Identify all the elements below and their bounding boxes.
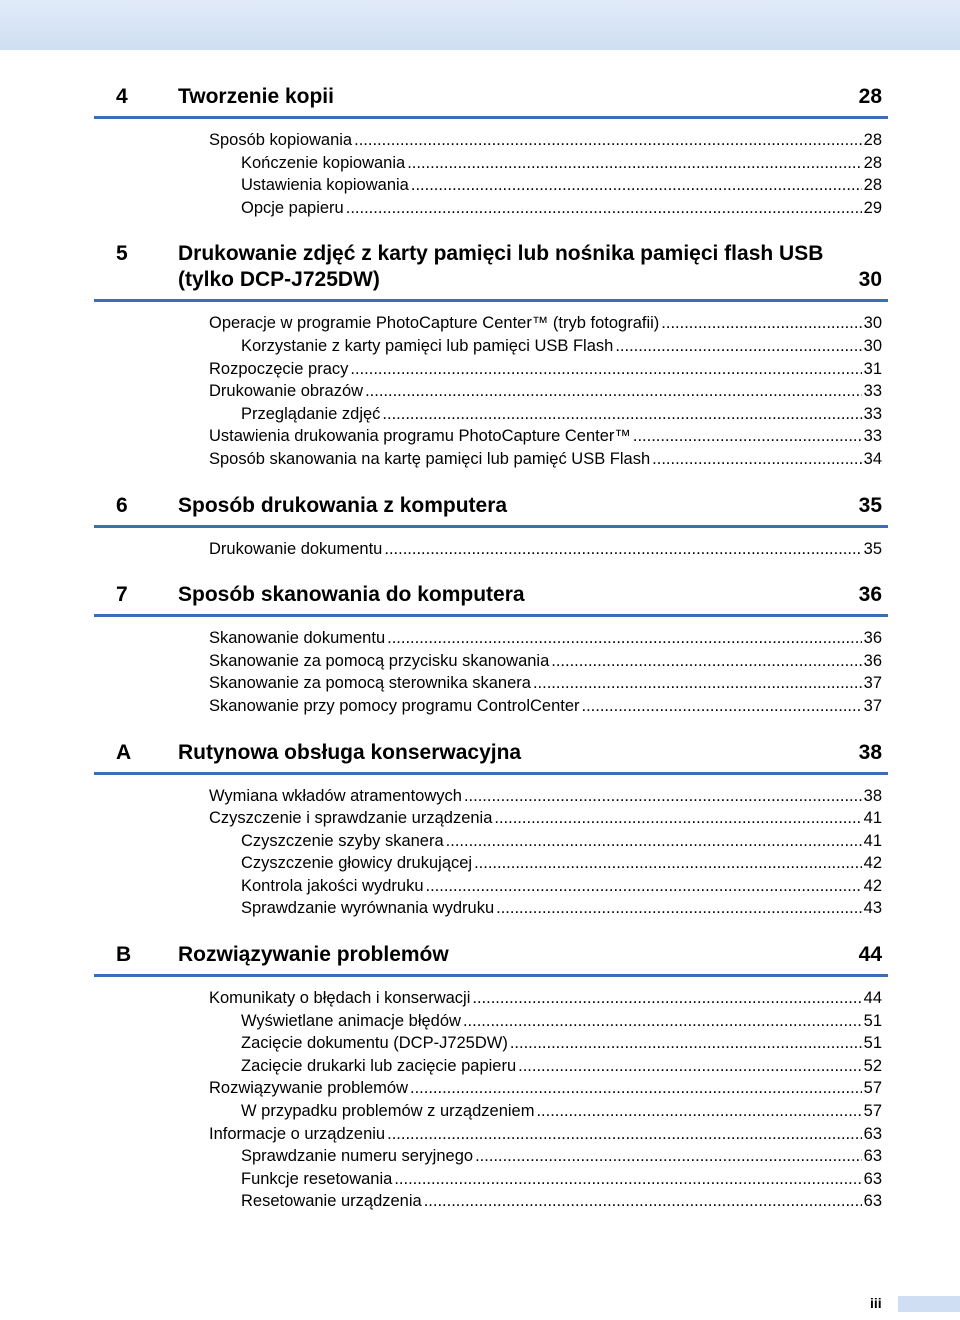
toc-entry-label: Kontrola jakości wydruku — [241, 876, 424, 895]
dot-leader — [615, 335, 861, 358]
chapter-number: A — [116, 740, 132, 764]
chapter-heading[interactable] — [94, 241, 888, 302]
toc-entry-label: Kończenie kopiowania — [241, 153, 406, 172]
toc-entry-label: Sposób kopiowania — [209, 131, 353, 149]
toc-entry-page: 63 — [863, 1147, 882, 1166]
dot-leader — [551, 650, 861, 673]
dot-leader — [533, 672, 862, 695]
toc-entry[interactable] — [94, 448, 888, 471]
toc-entry-page: 31 — [863, 359, 882, 378]
chapter-page-number: 44 — [858, 943, 882, 967]
toc-entry-label: Sprawdzanie wyrównania wydruku — [241, 899, 495, 918]
toc-entry-label: Skanowanie za pomocą sterownika skanera — [209, 674, 531, 693]
chapter-section — [94, 493, 888, 561]
dot-leader — [394, 1168, 861, 1191]
dot-leader — [582, 695, 862, 718]
toc-entry-page: 30 — [863, 314, 882, 333]
toc-entry-page: 52 — [863, 1056, 882, 1075]
dot-leader — [510, 1032, 862, 1055]
toc-entry[interactable] — [94, 1190, 888, 1213]
toc-entry-page: 28 — [863, 176, 882, 195]
toc-entry[interactable] — [94, 695, 888, 718]
dot-leader — [411, 174, 862, 197]
dot-leader — [518, 1055, 862, 1078]
dot-leader — [384, 538, 861, 561]
toc-entry-page: 42 — [863, 854, 882, 873]
toc-entry-page: 63 — [863, 1169, 882, 1188]
dot-leader — [350, 358, 861, 381]
chapter-title: Tworzenie kopii — [178, 85, 334, 108]
toc-entry-label: Rozpoczęcie pracy — [209, 359, 349, 378]
toc-entry[interactable] — [94, 1145, 888, 1168]
toc-entry-label: Wyświetlane animacje błędów — [241, 1011, 461, 1030]
toc-entry[interactable] — [94, 785, 888, 808]
toc-entry-page: 37 — [863, 696, 882, 715]
toc-entry-page: 42 — [863, 876, 882, 895]
toc-entry[interactable] — [94, 312, 888, 335]
dot-leader — [496, 897, 862, 920]
toc-entry-label: Opcje papieru — [241, 198, 344, 217]
toc-entry[interactable] — [94, 1055, 888, 1078]
toc-entry-page: 33 — [863, 404, 882, 423]
chapter-page-number: 35 — [858, 493, 882, 517]
toc-entry-page: 30 — [863, 336, 882, 355]
dot-leader — [410, 1077, 862, 1100]
dot-leader — [387, 1123, 862, 1146]
toc-entry[interactable] — [94, 897, 888, 920]
toc-entry[interactable] — [94, 1100, 888, 1123]
chapter-heading[interactable] — [94, 740, 888, 775]
dot-leader — [426, 875, 862, 898]
toc-entry[interactable] — [94, 1032, 888, 1055]
toc-entry-page: 43 — [863, 899, 882, 918]
toc-entry-label: Ustawienia drukowania programu PhotoCapture Center™ — [209, 427, 631, 446]
dot-leader — [472, 987, 861, 1010]
dot-leader — [464, 785, 862, 808]
toc-entry-page: 33 — [863, 427, 882, 446]
chapter-section — [94, 84, 888, 219]
toc-entry-label: Czyszczenie szyby skanera — [241, 831, 444, 850]
toc-entry-label: Funkcje resetowania — [241, 1169, 393, 1188]
toc-entry-label: Zacięcie drukarki lub zacięcie papieru — [241, 1056, 517, 1075]
toc-entry-label: Skanowanie dokumentu — [209, 629, 386, 648]
toc-entry[interactable] — [94, 650, 888, 673]
toc-entry[interactable] — [94, 1168, 888, 1191]
toc-entry[interactable] — [94, 1010, 888, 1033]
table-of-contents — [94, 84, 888, 1235]
toc-entry[interactable] — [94, 425, 888, 448]
toc-entry-page: 37 — [863, 674, 882, 693]
chapter-heading[interactable] — [94, 84, 888, 119]
dot-leader — [652, 448, 861, 471]
toc-entry[interactable] — [94, 174, 888, 197]
dot-leader — [463, 1010, 862, 1033]
toc-entry-label: Ustawienia kopiowania — [241, 176, 409, 195]
chapter-heading[interactable] — [94, 942, 888, 977]
toc-entry-label: Przeglądanie zdjęć — [241, 404, 381, 423]
chapter-heading[interactable] — [94, 493, 888, 528]
toc-entry-page: 41 — [863, 809, 882, 828]
toc-entry-page: 57 — [863, 1079, 882, 1098]
dot-leader — [346, 197, 862, 220]
toc-entry-page: 36 — [863, 651, 882, 670]
chapter-title: Sposób skanowania do komputera — [178, 583, 525, 607]
toc-entry-label: W przypadku problemów z urządzeniem — [241, 1102, 535, 1121]
toc-entry[interactable] — [94, 152, 888, 175]
toc-entry[interactable] — [94, 627, 888, 650]
toc-entry-label: Korzystanie z karty pamięci lub pamięci USB Flash — [241, 336, 614, 355]
chapter-number: 5 — [116, 242, 128, 266]
toc-entry[interactable] — [94, 335, 888, 358]
toc-entry[interactable] — [94, 830, 888, 853]
toc-entry-page: 34 — [863, 449, 882, 468]
dot-leader — [446, 830, 862, 853]
toc-entry-label: Czyszczenie i sprawdzanie urządzenia — [209, 809, 493, 828]
toc-entry-label: Drukowanie dokumentu — [209, 539, 383, 558]
toc-entry[interactable] — [94, 875, 888, 898]
chapter-title: Rozwiązywanie problemów — [178, 943, 449, 967]
toc-entry[interactable] — [94, 987, 888, 1010]
toc-entry-label: Drukowanie obrazów — [209, 382, 364, 401]
dot-leader — [407, 152, 861, 175]
toc-entry-page: 63 — [863, 1192, 882, 1211]
chapter-number: B — [116, 943, 132, 967]
toc-entry-page: 63 — [863, 1124, 882, 1143]
dot-leader — [387, 627, 862, 650]
toc-entry-page: 51 — [863, 1011, 882, 1030]
toc-entry-page: 57 — [863, 1102, 882, 1121]
toc-entry-label: Skanowanie za pomocą przycisku skanowania — [209, 651, 550, 670]
dot-leader — [475, 1145, 862, 1168]
toc-entry-page: 36 — [863, 629, 882, 648]
toc-entry[interactable] — [94, 807, 888, 830]
toc-entry-label: Resetowanie urządzenia — [241, 1192, 422, 1211]
toc-entry-label: Rozwiązywanie problemów — [209, 1079, 408, 1098]
toc-entry-label: Sposób skanowania na kartę pamięci lub pamięć USB Flash — [209, 449, 651, 468]
dot-leader — [494, 807, 861, 830]
toc-entry-label: Skanowanie przy pomocy programu ControlCenter — [209, 696, 580, 715]
chapter-heading[interactable] — [94, 582, 888, 617]
toc-entry-page: 28 — [863, 153, 882, 172]
dot-leader — [633, 425, 862, 448]
toc-entry[interactable] — [94, 538, 888, 561]
dot-leader — [365, 380, 862, 403]
toc-entry[interactable] — [94, 129, 888, 152]
chapter-title: Drukowanie zdjęć z karty pamięci lub nośnika pamięci flash USB (tylko DCP-J725DW) — [178, 242, 824, 292]
toc-entry-label: Komunikaty o błędach i konserwacji — [209, 989, 471, 1008]
toc-entry[interactable] — [94, 1077, 888, 1100]
toc-entry[interactable] — [94, 380, 888, 403]
toc-entry-page: 38 — [863, 786, 882, 805]
chapter-page-number: 30 — [858, 268, 882, 292]
dot-leader — [424, 1190, 862, 1213]
toc-entry-page: 35 — [863, 539, 882, 558]
chapter-number: 7 — [116, 583, 128, 607]
toc-entry[interactable] — [94, 197, 888, 220]
toc-entry-label: Sprawdzanie numeru seryjnego — [241, 1147, 474, 1166]
dot-leader — [474, 852, 862, 875]
toc-entry-page: 29 — [863, 198, 882, 217]
dot-leader — [661, 312, 861, 335]
dot-leader — [536, 1100, 861, 1123]
toc-entry-label: Wymiana wkładów atramentowych — [209, 786, 462, 805]
toc-entry[interactable] — [94, 403, 888, 426]
toc-entry[interactable] — [94, 852, 888, 875]
toc-entry-page: 44 — [863, 989, 882, 1008]
chapter-number: 4 — [116, 85, 128, 108]
toc-entry-label: Informacje o urządzeniu — [209, 1124, 386, 1143]
toc-entry-label: Zacięcie dokumentu (DCP-J725DW) — [241, 1034, 508, 1053]
toc-entry-page: 51 — [863, 1034, 882, 1053]
chapter-page-number: 28 — [858, 85, 882, 108]
chapter-section — [94, 241, 888, 470]
chapter-title: Sposób drukowania z komputera — [178, 493, 508, 517]
dot-leader — [354, 129, 862, 152]
toc-entry-label: Czyszczenie głowicy drukującej — [241, 854, 473, 873]
footer-band — [898, 1296, 960, 1312]
chapter-page-number: 36 — [858, 583, 882, 607]
toc-entry-page: 33 — [863, 382, 882, 401]
header-band — [0, 0, 960, 50]
toc-entry-page: 41 — [863, 831, 882, 850]
page-number: iii — [870, 1295, 882, 1311]
chapter-section — [94, 582, 888, 717]
chapter-section — [94, 942, 888, 1213]
toc-entry[interactable] — [94, 1123, 888, 1146]
toc-entry-page: 28 — [863, 131, 882, 149]
dot-leader — [382, 403, 861, 426]
chapter-title: Rutynowa obsługa konserwacyjna — [178, 740, 522, 764]
toc-entry-label: Operacje w programie PhotoCapture Center™ (tryb fotografii) — [209, 314, 660, 333]
chapter-number: 6 — [116, 493, 128, 517]
chapter-section — [94, 740, 888, 921]
toc-entry[interactable] — [94, 672, 888, 695]
toc-entry[interactable] — [94, 358, 888, 381]
chapter-page-number: 38 — [858, 740, 882, 764]
